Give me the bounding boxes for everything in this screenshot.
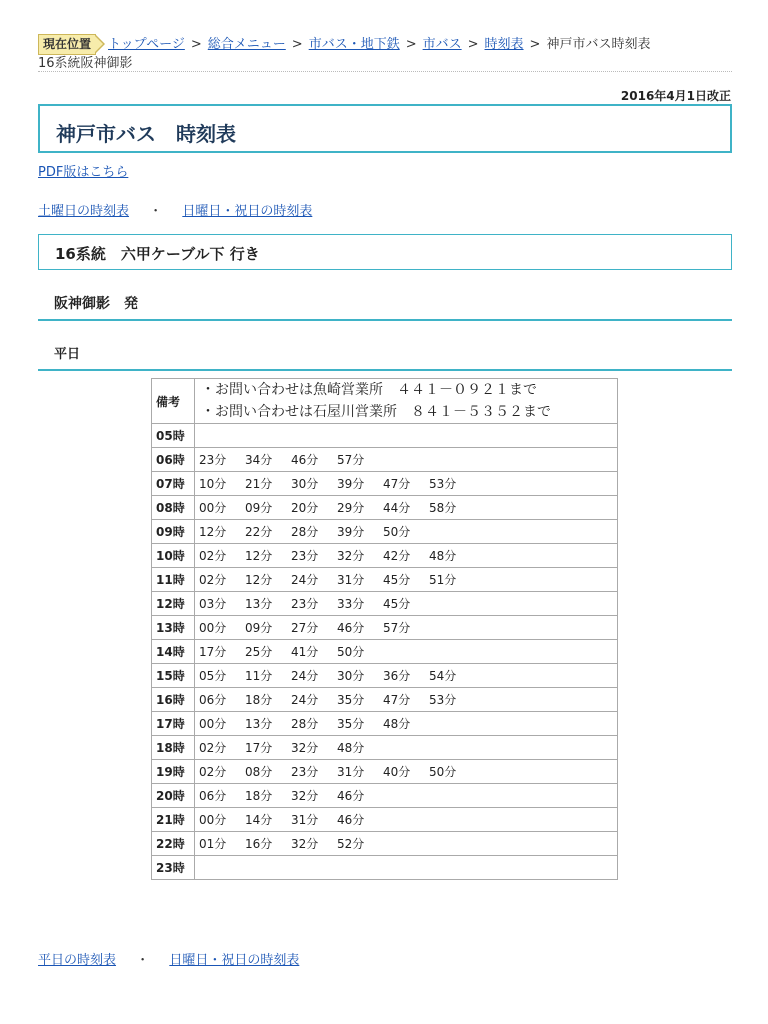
timetable-row: [152, 640, 618, 664]
hour-cell: 19時: [152, 760, 195, 784]
departure-minute: 02分: [199, 549, 227, 563]
timetable: [151, 378, 618, 880]
hour-cell: 05時: [152, 424, 195, 448]
departure-minute: 50分: [337, 645, 365, 659]
minutes-cell: [195, 568, 618, 592]
departure-minute: 54分: [429, 669, 457, 683]
hour-cell: 14時: [152, 640, 195, 664]
day-type-heading: 平日: [54, 347, 81, 362]
breadcrumb-divider: [38, 71, 732, 72]
departure-minute: 53分: [429, 693, 457, 707]
hour-cell: 08時: [152, 496, 195, 520]
departure-minute: 58分: [429, 501, 457, 515]
departure-minute: 12分: [245, 573, 273, 587]
departure-minute: 44分: [383, 501, 411, 515]
departure-minute: 00分: [199, 813, 227, 827]
hour-cell: 16時: [152, 688, 195, 712]
breadcrumb-separator: >: [405, 37, 417, 52]
departure-minute: 32分: [291, 789, 319, 803]
departure-minute: 08分: [245, 765, 273, 779]
departure-minute: 24分: [291, 573, 319, 587]
hour-cell: 09時: [152, 520, 195, 544]
minutes-cell: [195, 592, 618, 616]
departure-minute: 24分: [291, 693, 319, 707]
departure-minute: 02分: [199, 741, 227, 755]
breadcrumb-separator: >: [467, 37, 479, 52]
timetable-note-row: [152, 379, 618, 424]
departure-minute: 28分: [291, 717, 319, 731]
departure-minute: 36分: [383, 669, 411, 683]
departure-minute: 47分: [383, 477, 411, 491]
departure-minute: 48分: [429, 549, 457, 563]
bottom-day-type-links: [38, 949, 299, 968]
day-type-heading-box: [38, 342, 732, 371]
minutes-cell: [195, 424, 618, 448]
departure-minute: 23分: [291, 549, 319, 563]
departure-minute: 13分: [245, 717, 273, 731]
departure-minute: 09分: [245, 621, 273, 635]
departure-minute: 18分: [245, 693, 273, 707]
hour-cell: 22時: [152, 832, 195, 856]
departure-minute: 41分: [291, 645, 319, 659]
route-heading: 16系統 六甲ケーブル下 行き: [55, 245, 260, 263]
minutes-cell: [195, 808, 618, 832]
timetable-row: [152, 712, 618, 736]
minutes-cell: [195, 736, 618, 760]
breadcrumb-separator: >: [529, 37, 541, 52]
page-title: 神戸市バス 時刻表: [56, 122, 236, 146]
departure-minute: 23分: [291, 597, 319, 611]
timetable-row: [152, 472, 618, 496]
link-separator: ・: [149, 204, 163, 219]
departure-heading-box: [38, 292, 732, 321]
link-separator: ・: [136, 953, 150, 968]
departure-minute: 48分: [383, 717, 411, 731]
departure-minute: 28分: [291, 525, 319, 539]
departure-minute: 02分: [199, 765, 227, 779]
departure-minute: 32分: [291, 741, 319, 755]
breadcrumb-link-timetable[interactable]: 時刻表: [484, 37, 524, 52]
departure-minute: 16分: [245, 837, 273, 851]
timetable-row: [152, 520, 618, 544]
minutes-cell: [195, 544, 618, 568]
page-title-box: [38, 104, 732, 153]
breadcrumb-link-top[interactable]: トップページ: [108, 37, 185, 52]
departure-minute: 13分: [245, 597, 273, 611]
departure-minute: 20分: [291, 501, 319, 515]
departure-minute: 23分: [199, 453, 227, 467]
minutes-cell: [195, 472, 618, 496]
day-type-links: [38, 200, 312, 219]
timetable-row: [152, 592, 618, 616]
hour-cell: 18時: [152, 736, 195, 760]
departure-minute: 23分: [291, 765, 319, 779]
departure-minute: 02分: [199, 573, 227, 587]
timetable-row: [152, 616, 618, 640]
timetable-row: [152, 568, 618, 592]
departure-minute: 45分: [383, 573, 411, 587]
minutes-cell: [195, 688, 618, 712]
departure-minute: 25分: [245, 645, 273, 659]
note-line: ・お問い合わせは石屋川営業所 ８４１－５３５２まで: [201, 404, 551, 420]
departure-minute: 30分: [291, 477, 319, 491]
timetable-row: [152, 688, 618, 712]
departure-heading: 阪神御影 発: [54, 296, 138, 312]
departure-minute: 18分: [245, 789, 273, 803]
departure-minute: 29分: [337, 501, 365, 515]
revision-date: 2016年4月1日改正: [620, 89, 731, 103]
minutes-cell: [195, 784, 618, 808]
departure-minute: 35分: [337, 717, 365, 731]
departure-minute: 31分: [337, 765, 365, 779]
departure-minute: 46分: [291, 453, 319, 467]
sunday-holiday-timetable-link-bottom[interactable]: 日曜日・祝日の時刻表: [169, 953, 300, 968]
departure-minute: 12分: [245, 549, 273, 563]
departure-minute: 06分: [199, 693, 227, 707]
departure-minute: 17分: [245, 741, 273, 755]
departure-minute: 46分: [337, 813, 365, 827]
departure-minute: 05分: [199, 669, 227, 683]
hour-cell: 15時: [152, 664, 195, 688]
hour-cell: 06時: [152, 448, 195, 472]
timetable-row: [152, 856, 618, 880]
timetable-row: [152, 448, 618, 472]
departure-minute: 51分: [429, 573, 457, 587]
departure-minute: 01分: [199, 837, 227, 851]
timetable-row: [152, 832, 618, 856]
pdf-version-link[interactable]: PDF版はこちら: [38, 165, 129, 180]
breadcrumb: [38, 34, 732, 72]
current-location-badge: 現在位置: [38, 34, 96, 55]
departure-minute: 09分: [245, 501, 273, 515]
departure-minute: 17分: [199, 645, 227, 659]
timetable-row: [152, 664, 618, 688]
timetable-row: [152, 808, 618, 832]
hour-cell: 12時: [152, 592, 195, 616]
departure-minute: 46分: [337, 621, 365, 635]
departure-minute: 47分: [383, 693, 411, 707]
departure-minute: 50分: [429, 765, 457, 779]
departure-minute: 24分: [291, 669, 319, 683]
departure-minute: 11分: [245, 669, 273, 683]
minutes-cell: [195, 712, 618, 736]
departure-minute: 40分: [383, 765, 411, 779]
departure-minute: 53分: [429, 477, 457, 491]
departure-minute: 34分: [245, 453, 273, 467]
departure-minute: 31分: [337, 573, 365, 587]
hour-cell: 07時: [152, 472, 195, 496]
minutes-cell: [195, 832, 618, 856]
minutes-cell: [195, 640, 618, 664]
minutes-cell: [195, 616, 618, 640]
departure-minute: 30分: [337, 669, 365, 683]
departure-minute: 52分: [337, 837, 365, 851]
route-heading-box: [38, 234, 732, 270]
departure-minute: 48分: [337, 741, 365, 755]
note-line: ・お問い合わせは魚崎営業所 ４４１－０９２１まで: [201, 382, 537, 398]
departure-minute: 22分: [245, 525, 273, 539]
departure-minute: 21分: [245, 477, 273, 491]
departure-minute: 00分: [199, 501, 227, 515]
departure-minute: 32分: [291, 837, 319, 851]
hour-cell: 21時: [152, 808, 195, 832]
breadcrumb-current: 神戸市バス時刻表: [546, 37, 651, 52]
departure-minute: 10分: [199, 477, 227, 491]
timetable-row: [152, 544, 618, 568]
timetable-row: [152, 784, 618, 808]
minutes-cell: [195, 760, 618, 784]
minutes-cell: [195, 520, 618, 544]
breadcrumb-link-bus-subway[interactable]: 市バス・地下鉄: [308, 37, 400, 52]
timetable-row: [152, 496, 618, 520]
minutes-cell: [195, 856, 618, 880]
departure-minute: 35分: [337, 693, 365, 707]
sunday-holiday-timetable-link[interactable]: 日曜日・祝日の時刻表: [182, 204, 313, 219]
departure-minute: 00分: [199, 717, 227, 731]
hour-cell: 10時: [152, 544, 195, 568]
departure-minute: 33分: [337, 597, 365, 611]
weekday-timetable-link[interactable]: 平日の時刻表: [38, 953, 117, 968]
departure-minute: 50分: [383, 525, 411, 539]
breadcrumb-separator: >: [291, 37, 303, 52]
minutes-cell: [195, 664, 618, 688]
saturday-timetable-link[interactable]: 土曜日の時刻表: [38, 204, 130, 219]
departure-minute: 12分: [199, 525, 227, 539]
hour-cell: 23時: [152, 856, 195, 880]
departure-minute: 45分: [383, 597, 411, 611]
breadcrumb-link-city-bus[interactable]: 市バス: [422, 37, 462, 52]
hour-cell: 11時: [152, 568, 195, 592]
departure-minute: 32分: [337, 549, 365, 563]
note-label: 備考: [152, 379, 195, 424]
departure-minute: 42分: [383, 549, 411, 563]
departure-minute: 00分: [199, 621, 227, 635]
hour-cell: 13時: [152, 616, 195, 640]
breadcrumb-separator: >: [190, 37, 202, 52]
departure-minute: 03分: [199, 597, 227, 611]
breadcrumb-current-line2: 16系統阪神御影: [38, 56, 133, 71]
timetable-row: [152, 736, 618, 760]
hour-cell: 17時: [152, 712, 195, 736]
timetable-row: [152, 760, 618, 784]
departure-minute: 39分: [337, 525, 365, 539]
departure-minute: 57分: [383, 621, 411, 635]
departure-minute: 14分: [245, 813, 273, 827]
breadcrumb-link-menu[interactable]: 総合メニュー: [207, 37, 286, 52]
minutes-cell: [195, 496, 618, 520]
hour-cell: 20時: [152, 784, 195, 808]
note-text: [195, 379, 618, 424]
timetable-row: [152, 424, 618, 448]
departure-minute: 57分: [337, 453, 365, 467]
minutes-cell: [195, 448, 618, 472]
departure-minute: 06分: [199, 789, 227, 803]
departure-minute: 31分: [291, 813, 319, 827]
departure-minute: 39分: [337, 477, 365, 491]
departure-minute: 27分: [291, 621, 319, 635]
departure-minute: 46分: [337, 789, 365, 803]
